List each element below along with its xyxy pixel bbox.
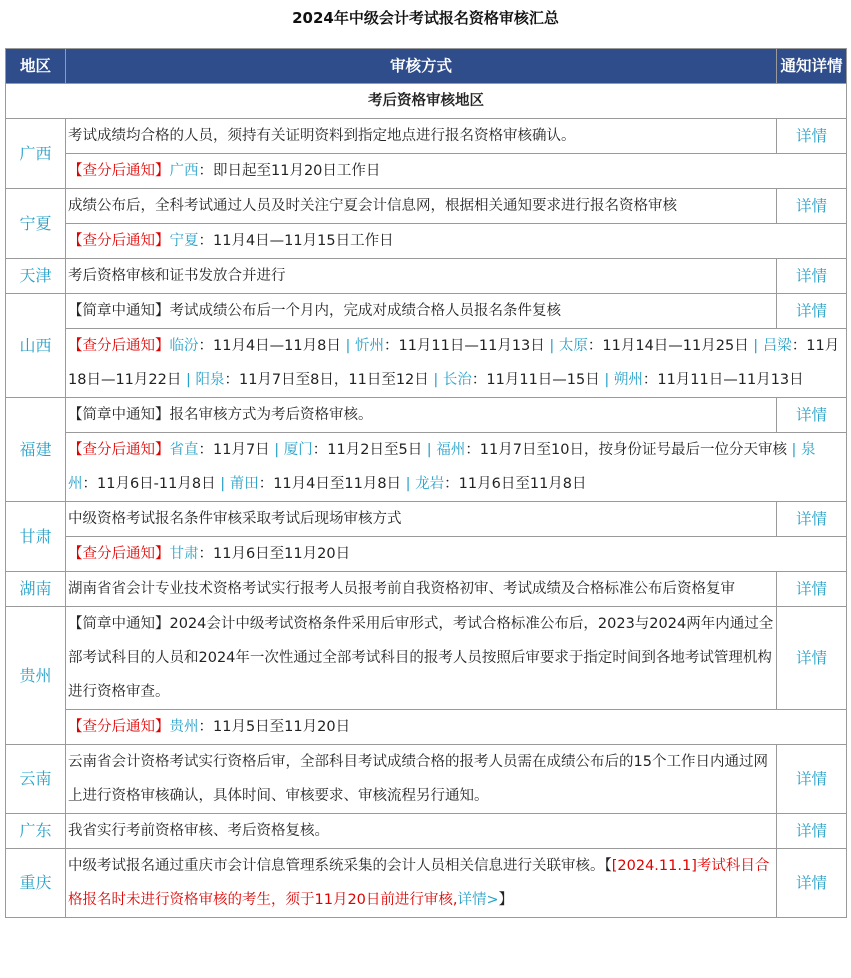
detail-link[interactable]: 详情 bbox=[777, 502, 847, 537]
tag-chafen: 【查分后通知】 bbox=[68, 442, 170, 458]
detail-link[interactable]: 详情 bbox=[777, 294, 847, 329]
method-body: 报名审核方式为考后资格审核。 bbox=[169, 407, 373, 423]
method-text: 湖南省省会计专业技术资格考试实行报考人员报考前自我资格初审、考试成绩及合格标准公布后资格复审 bbox=[66, 572, 777, 607]
region-gansu[interactable]: 甘肃 bbox=[6, 502, 66, 572]
detail-link[interactable]: 详情 bbox=[777, 607, 847, 710]
city-link[interactable]: 广西 bbox=[169, 163, 199, 179]
tag-jianzhang: 【简章中通知】 bbox=[68, 303, 170, 319]
method-body: 考试成绩公布后一个月内，完成对成绩合格人员报名条件复核 bbox=[169, 303, 561, 319]
header-region: 地区 bbox=[6, 49, 66, 84]
method-text bbox=[66, 398, 777, 433]
table-row bbox=[6, 433, 847, 502]
method-text: 考试成绩均合格的人员，须持有关证明资料到指定地点进行报名资格审核确认。 bbox=[66, 119, 777, 154]
city-link[interactable]: 吕梁 bbox=[762, 338, 792, 354]
date-text: ：11月7日 bbox=[198, 442, 270, 458]
bracket-close: 】 bbox=[498, 892, 514, 908]
date-text: ：11月11日—11月13日 bbox=[642, 372, 804, 388]
date-text: ：11月11日—15日 bbox=[471, 372, 600, 388]
city-link[interactable]: 泉州 bbox=[68, 442, 816, 492]
date-text: ：即日起至11月20日工作日 bbox=[198, 163, 381, 179]
detail-link[interactable]: 详情 bbox=[777, 119, 847, 154]
region-guangdong[interactable]: 广东 bbox=[6, 814, 66, 849]
date-text: ：11月2日至5日 bbox=[312, 442, 423, 458]
date-text: ：11月11日—11月13日 bbox=[383, 338, 545, 354]
tag-chafen: 【查分后通知】 bbox=[68, 719, 170, 735]
method-body: 中级考试报名通过重庆市会计信息管理系统采集的会计人员相关信息进行关联审核。 bbox=[68, 858, 605, 874]
city-link[interactable]: 甘肃 bbox=[169, 546, 199, 562]
header-row bbox=[6, 49, 847, 84]
tag-chafen: 【查分后通知】 bbox=[68, 163, 170, 179]
details-link[interactable]: 详情> bbox=[457, 892, 499, 908]
date-text: ：11月7日至10日，按身份证号最后一位分天审核 bbox=[465, 442, 787, 458]
table-row bbox=[6, 572, 847, 607]
region-fujian[interactable]: 福建 bbox=[6, 398, 66, 502]
tag-jianzhang: 【简章中通知】 bbox=[68, 407, 170, 423]
detail-link[interactable]: 详情 bbox=[777, 572, 847, 607]
method-text bbox=[66, 294, 777, 329]
table-row bbox=[6, 710, 847, 745]
method-text bbox=[66, 607, 777, 710]
tag-chafen: 【查分后通知】 bbox=[68, 546, 170, 562]
city-link[interactable]: 长治 bbox=[442, 372, 472, 388]
city-link[interactable]: 省直 bbox=[169, 442, 199, 458]
table-row bbox=[6, 814, 847, 849]
city-link[interactable]: 阳泉 bbox=[195, 372, 225, 388]
date-text: ：11月6日-11月8日 bbox=[82, 476, 216, 492]
table-row bbox=[6, 849, 847, 918]
table-row bbox=[6, 398, 847, 433]
region-yunnan[interactable]: 云南 bbox=[6, 745, 66, 814]
city-link[interactable]: 厦门 bbox=[283, 442, 313, 458]
region-hunan[interactable]: 湖南 bbox=[6, 572, 66, 607]
region-guangxi[interactable]: 广西 bbox=[6, 119, 66, 189]
date-text: ：11月6日至11月20日 bbox=[198, 546, 351, 562]
table-row bbox=[6, 119, 847, 154]
date-text: ：11月14日—11月25日 bbox=[587, 338, 749, 354]
notice-line bbox=[66, 537, 847, 572]
city-link[interactable]: 朔州 bbox=[613, 372, 643, 388]
date-text: ：11月7日至8日，11日至12日 bbox=[224, 372, 429, 388]
tag-chafen: 【查分后通知】 bbox=[68, 233, 170, 249]
city-link[interactable]: 临汾 bbox=[169, 338, 199, 354]
header-detail: 通知详情 bbox=[777, 49, 847, 84]
table-row bbox=[6, 745, 847, 814]
table-row bbox=[6, 189, 847, 224]
method-text: 成绩公布后，全科考试通过人员及时关注宁夏会计信息网，根据相关通知要求进行报名资格审核 bbox=[66, 189, 777, 224]
table-row bbox=[6, 537, 847, 572]
region-shanxi[interactable]: 山西 bbox=[6, 294, 66, 398]
city-link[interactable]: 龙岩 bbox=[415, 476, 445, 492]
city-link[interactable]: 太原 bbox=[558, 338, 588, 354]
notice-line bbox=[66, 710, 847, 745]
city-link[interactable]: 宁夏 bbox=[169, 233, 199, 249]
tag-jianzhang: 【简章中通知】 bbox=[68, 616, 170, 632]
bracket-open: 【 bbox=[604, 858, 612, 874]
table-row bbox=[6, 502, 847, 537]
header-method: 审核方式 bbox=[66, 49, 777, 84]
table-row bbox=[6, 607, 847, 710]
date-text: ：11月6日至11月8日 bbox=[444, 476, 587, 492]
method-text: 中级资格考试报名条件审核采取考试后现场审核方式 bbox=[66, 502, 777, 537]
region-guizhou[interactable]: 贵州 bbox=[6, 607, 66, 745]
section-subheader: 考后资格审核地区 bbox=[6, 84, 847, 119]
region-chongqing[interactable]: 重庆 bbox=[6, 849, 66, 918]
city-link[interactable]: 莆田 bbox=[229, 476, 259, 492]
notice-line: 【查分后通知】临汾：11月4日—11月8日 | 忻州：11月11日—11月13日 | 太原：11月14日—11月25日 | 吕梁：11月18日—11月22日 | 阳泉：11月7日至8日，11日至12日 | 长治：11月11日—15日 | 朔州：11月11日—11月13日 bbox=[66, 329, 847, 398]
notice-line: 【查分后通知】省直：11月7日 | 厦门：11月2日至5日 | 福州：11月7日至10日，按身份证号最后一位分天审核 | 泉州：11月6日-11月8日 | 莆田：11月4日至11月8日 | 龙岩：11月6日至11月8日 bbox=[66, 433, 847, 502]
region-ningxia[interactable]: 宁夏 bbox=[6, 189, 66, 259]
method-text bbox=[66, 849, 777, 918]
date-text: ：11月4日至11月8日 bbox=[258, 476, 402, 492]
city-link[interactable]: 贵州 bbox=[169, 719, 199, 735]
date-text: ：11月4日—11月8日 bbox=[198, 338, 341, 354]
notice-line bbox=[66, 224, 847, 259]
update-notice: [2024.11.1]考试科目合格报名时未进行资格审核的考生，须于11月20日前进行审核, bbox=[68, 858, 770, 908]
notice-line bbox=[66, 154, 847, 189]
method-text: 我省实行考前资格审核、考后资格复核。 bbox=[66, 814, 777, 849]
tag-chafen: 【查分后通知】 bbox=[68, 338, 170, 354]
page-title: 2024年中级会计考试报名资格审核汇总 bbox=[292, 9, 559, 27]
table-row bbox=[6, 224, 847, 259]
city-link[interactable]: 忻州 bbox=[354, 338, 384, 354]
method-text: 云南省会计资格考试实行资格后审，全部科目考试成绩合格的报考人员需在成绩公布后的15个工作日内通过网上进行资格审核确认，具体时间、审核要求、审核流程另行通知。 bbox=[66, 745, 777, 814]
detail-link[interactable]: 详情 bbox=[777, 189, 847, 224]
detail-link[interactable]: 详情 bbox=[777, 259, 847, 294]
table-row bbox=[6, 329, 847, 398]
date-text: ：11月5日至11月20日 bbox=[198, 719, 351, 735]
detail-link[interactable]: 详情 bbox=[777, 814, 847, 849]
table-row bbox=[6, 259, 847, 294]
detail-link[interactable]: 详情 bbox=[777, 745, 847, 814]
review-summary-table bbox=[5, 48, 847, 918]
date-text: ：11月18日—11月22日 bbox=[68, 338, 840, 388]
table-row bbox=[6, 294, 847, 329]
date-text: ：11月4日—11月15日工作日 bbox=[198, 233, 394, 249]
method-body: 2024会计中级考试资格条件采用后审形式，考试合格标准公布后，2023与2024两年内通过全部考试科目的人员和2024年一次性通过全部考试科目的报考人员按照后审要求于指定时间到各地考试管理机构进行资格审查。 bbox=[68, 616, 774, 700]
detail-link[interactable]: 详情 bbox=[777, 398, 847, 433]
method-text: 考后资格审核和证书发放合并进行 bbox=[66, 259, 777, 294]
table-row bbox=[6, 154, 847, 189]
detail-link[interactable]: 详情 bbox=[777, 849, 847, 918]
city-link[interactable]: 福州 bbox=[436, 442, 466, 458]
region-tianjin[interactable]: 天津 bbox=[6, 259, 66, 294]
